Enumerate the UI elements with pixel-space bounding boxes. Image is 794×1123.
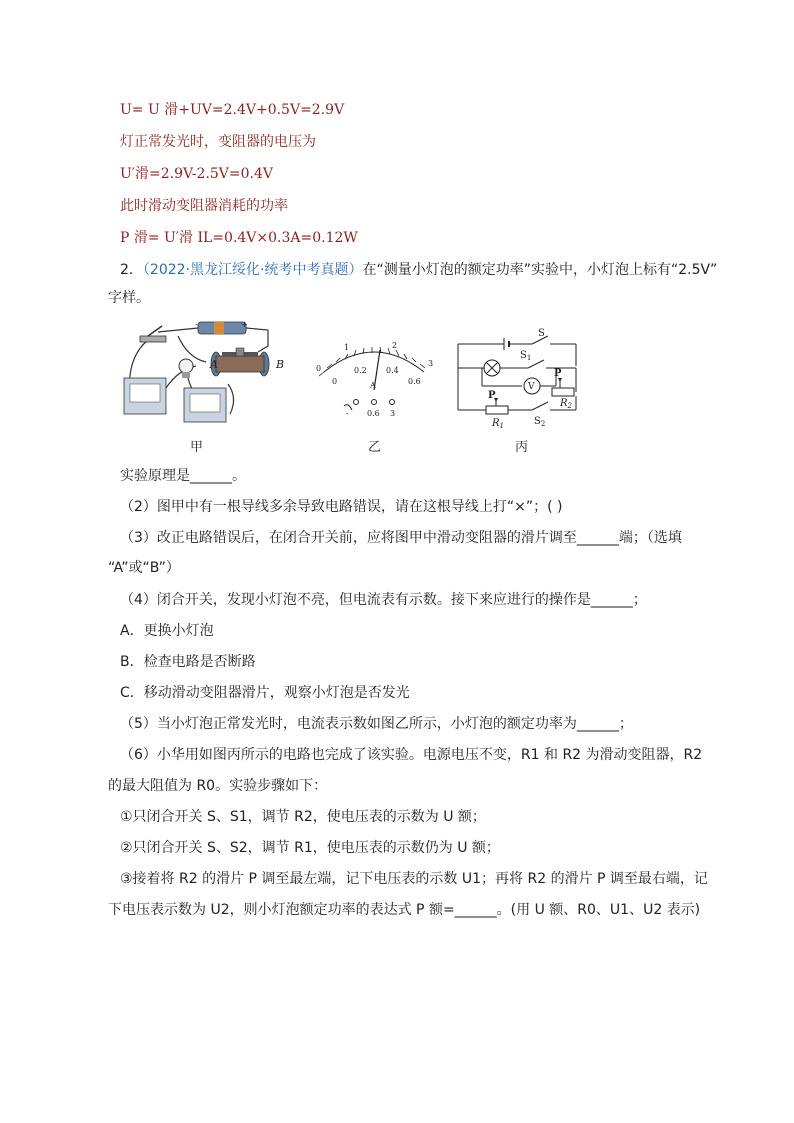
step-3-b: 下电压表示数为 U2，则小灯泡额定功率的表达式 P 额=______。(用 U 额、R0、U1、U2 表示) (108, 902, 701, 918)
question-stem: 在“测量小灯泡的额定功率”实验中，小灯泡上标有“2.5V” (362, 262, 718, 278)
rheostat-end-a: A (210, 358, 218, 371)
label-s2: S (534, 416, 541, 427)
label-p-right: P (554, 368, 562, 379)
svg-text:S1 (520, 350, 531, 362)
figure-bing-circuit-schematic (452, 326, 584, 430)
dial-top-1: 1 (344, 343, 350, 352)
step-2: ②只闭合开关 S、S2，调节 R1，使电压表的示数仍为 U 额； (120, 840, 500, 856)
solution-line-2: 灯正常发光时，变阻器的电压为 (120, 134, 316, 150)
q3-text-b: “A”或“B”） (108, 560, 180, 576)
question-source: （2022·黑龙江绥化·统考中考真题） (142, 262, 363, 278)
option-c: C．移动滑动变阻器滑片，观察小灯泡是否发光 (120, 685, 410, 701)
battery-minus: - (195, 320, 198, 329)
solution-line-4: 此时滑动变阻器消耗的功率 (120, 198, 288, 214)
option-a: A．更换小灯泡 (120, 623, 214, 639)
label-r1-sub: 1 (499, 422, 504, 430)
label-s: S (538, 328, 545, 339)
dial-top-2: 2 (392, 341, 398, 350)
step-3-a: ③接着将 R2 的滑片 P 调至最左端，记下电压表的示数 U1；再将 R2 的滑片 P 调至最右端，记 (120, 871, 708, 887)
svg-text:R2 (559, 398, 573, 410)
solution-line-5: P 滑= U′滑 IL=0.4V×0.3A=0.12W (120, 230, 358, 246)
label-s2-sub: 2 (540, 420, 546, 428)
rheostat-end-b: B (276, 358, 285, 371)
label-v: V (528, 382, 535, 392)
q2-text: （2）图甲中有一根导线多余导致电路错误，请在这根导线上打“×”；( ) (120, 499, 563, 515)
figure-label-jia: 甲 (190, 440, 204, 455)
dial-unit: A (370, 381, 376, 390)
svg-text:R1 (491, 418, 504, 430)
dial-top-3: 3 (428, 359, 434, 368)
dial-bottom-02: 0.2 (354, 366, 367, 375)
figure-yi-ammeter-dial (310, 336, 440, 426)
q3-text-a: （3）改正电路错误后，在闭合开关前，应将图甲中滑动变阻器的滑片调至______端；（选填 (120, 530, 682, 546)
battery-plus: + (241, 320, 248, 329)
svg-text:S2 (534, 416, 545, 428)
label-r2-sub: 2 (567, 402, 572, 410)
dial-bottom-06: 0.6 (408, 377, 421, 386)
dial-bottom-04: 0.4 (386, 366, 399, 375)
option-b: B．检查电路是否断路 (120, 654, 256, 670)
label-r2: R (560, 398, 568, 409)
figure-label-bing: 丙 (515, 440, 529, 455)
terminal-minus: - (346, 409, 349, 418)
label-r1: R (492, 418, 500, 429)
figure-jia-circuit-sketch (118, 318, 298, 426)
solution-line-1: U= U 滑+UV=2.4V+0.5V=2.9V (120, 102, 345, 118)
label-s1: S (520, 350, 527, 361)
step-1: ①只闭合开关 S、S1，调节 R2，使电压表的示数为 U 额； (120, 809, 486, 825)
question-number: 2． (120, 262, 143, 278)
figure-label-yi: 乙 (368, 440, 382, 455)
q6-text-a: （6）小华用如图丙所示的电路也完成了该实验。电源电压不变，R1 和 R2 为滑动变阻器，R2 (120, 747, 703, 763)
dial-bottom-0: 0 (332, 377, 338, 386)
label-p-left: P (488, 390, 496, 401)
q6-text-b: 的最大阻值为 R0。实验步骤如下： (108, 778, 328, 794)
q1-text: 实验原理是______。 (120, 468, 246, 484)
dial-left-zero: 0 (316, 364, 322, 373)
q5-text: （5）当小灯泡正常发光时，电流表示数如图乙所示，小灯泡的额定功率为______； (120, 716, 633, 732)
question-header (120, 260, 717, 280)
q4-text: （4）闭合开关，发现小灯泡不亮，但电流表有示数。接下来应进行的操作是______； (120, 592, 647, 608)
label-s1-sub: 1 (526, 354, 532, 362)
terminal-3: 3 (390, 409, 396, 418)
solution-line-3: U′滑=2.9V-2.5V=0.4V (120, 166, 274, 182)
terminal-06: 0.6 (367, 409, 380, 418)
question-stem-cont: 字样。 (108, 290, 150, 306)
